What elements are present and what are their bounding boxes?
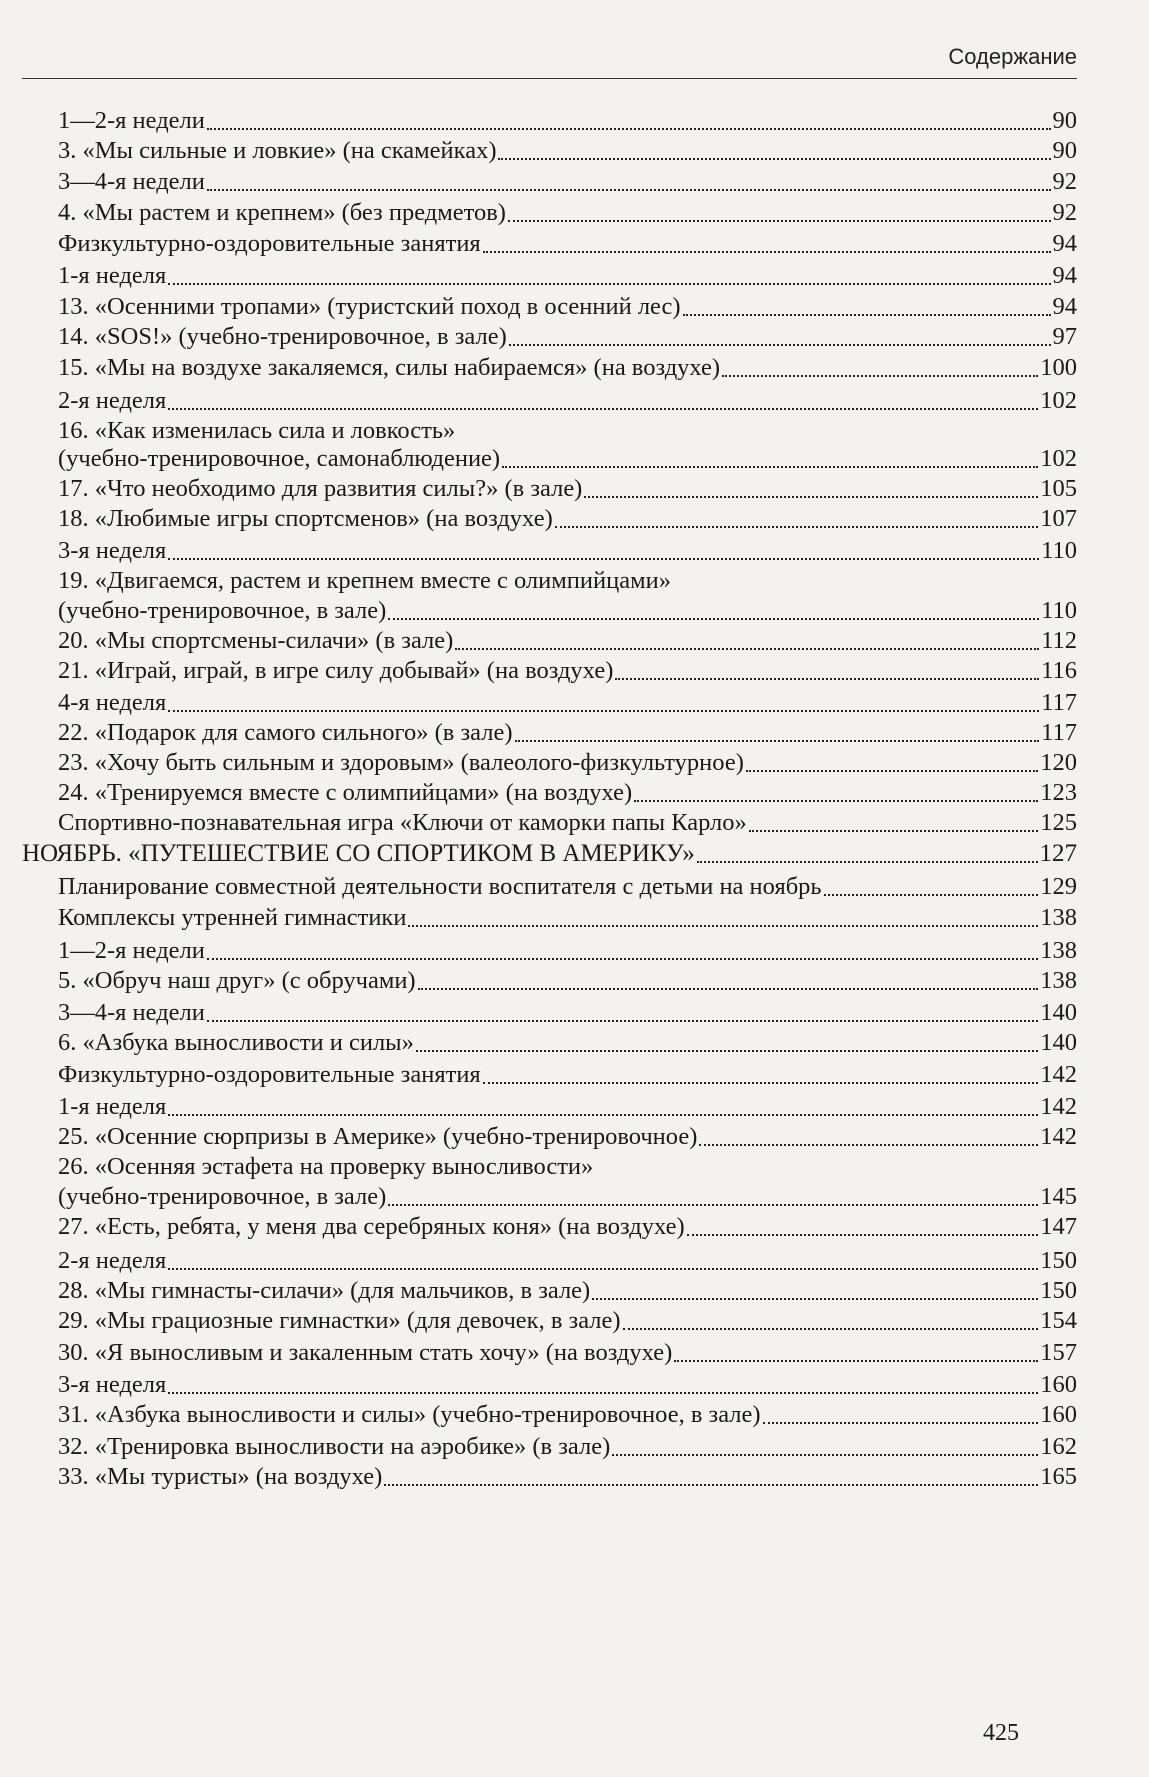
toc-entry-page: 110 xyxy=(1041,537,1077,564)
dot-leader xyxy=(746,764,1038,772)
dot-leader xyxy=(207,183,1051,191)
dot-leader xyxy=(699,1138,1038,1146)
toc-entry xyxy=(58,962,1077,996)
toc-entry-title: 17. «Что необходимо для развития силы?» (в зале) xyxy=(58,475,583,502)
toc-entry-page: 138 xyxy=(1040,937,1077,964)
toc-entry xyxy=(58,994,1077,1028)
dot-leader xyxy=(384,1478,1038,1486)
toc-entry-title: (учебно-тренировочное, в зале) xyxy=(58,1183,387,1210)
toc-entry xyxy=(58,1272,1077,1306)
toc-entry-page: 117 xyxy=(1041,689,1077,716)
toc-entry-page: 90 xyxy=(1052,107,1077,134)
toc-entry xyxy=(58,1056,1077,1090)
toc-entry-title: 23. «Хочу быть сильным и здоровым» (валеолого-физкультурное) xyxy=(58,749,744,776)
toc-entry-page: 102 xyxy=(1040,445,1077,472)
toc-entry xyxy=(58,1366,1077,1400)
dot-leader xyxy=(674,1354,1038,1362)
toc-entry-page: 138 xyxy=(1040,967,1077,994)
toc-entry xyxy=(58,440,1077,474)
toc-entry-title: 31. «Азбука выносливости и силы» (учебно-тренировочное, в зале) xyxy=(58,1401,761,1428)
toc-entry xyxy=(58,163,1077,197)
dot-leader xyxy=(168,277,1050,285)
toc-entry-title: 3. «Мы сильные и ловкие» (на скамейках) xyxy=(58,137,497,164)
dot-leader xyxy=(388,1198,1038,1206)
toc-entry-page: 165 xyxy=(1040,1463,1077,1490)
toc-entry-title: 21. «Играй, играй, в игре силу добывай» (на воздухе) xyxy=(58,657,614,684)
dot-leader xyxy=(749,824,1038,832)
toc-chapter-heading xyxy=(22,835,1077,869)
dot-leader xyxy=(584,490,1038,498)
toc-entry-title: 2-я неделя xyxy=(58,1247,167,1274)
toc-entry-title: 33. «Мы туристы» (на воздухе) xyxy=(58,1463,383,1490)
toc-entry-title: 5. «Обруч наш друг» (с обручами) xyxy=(58,967,416,994)
toc-entry-title: 13. «Осенними тропами» (туристский поход в осенний лес) xyxy=(58,293,681,320)
dot-leader xyxy=(418,982,1039,990)
toc-entry xyxy=(58,622,1077,656)
dot-leader xyxy=(824,888,1039,896)
toc-entry xyxy=(58,382,1077,416)
dot-leader xyxy=(687,1228,1039,1236)
dot-leader xyxy=(683,308,1051,316)
toc-entry-title: 28. «Мы гимнасты-силачи» (для мальчиков, в зале) xyxy=(58,1277,591,1304)
toc-entry-title: 1-я неделя xyxy=(58,262,167,289)
toc-entry-title: 3-я неделя xyxy=(58,1371,167,1398)
toc-entry-page: 125 xyxy=(1040,809,1077,836)
toc-entry xyxy=(58,1024,1077,1058)
toc-entry-page: 142 xyxy=(1040,1061,1077,1088)
toc-entry-page: 142 xyxy=(1040,1093,1077,1120)
toc-entry xyxy=(58,500,1077,534)
dot-leader xyxy=(697,855,1038,863)
running-head: Содержание xyxy=(948,44,1077,69)
toc-entry-title: 22. «Подарок для самого сильного» (в зале) xyxy=(58,719,513,746)
toc-entry-page: 117 xyxy=(1041,719,1077,746)
toc-entry xyxy=(58,1242,1077,1276)
toc-entry-page: 94 xyxy=(1052,230,1077,257)
toc-entry-title: 6. «Азбука выносливости и силы» xyxy=(58,1029,414,1056)
dot-leader xyxy=(168,552,1039,560)
toc-entry-page: 92 xyxy=(1052,199,1077,226)
toc-entry-title: 24. «Тренируемся вместе с олимпийцами» (на воздухе) xyxy=(58,779,633,806)
toc-entry xyxy=(58,132,1077,166)
dot-leader xyxy=(207,122,1051,130)
toc-entry xyxy=(58,532,1077,566)
toc-entry-page: 154 xyxy=(1040,1307,1077,1334)
toc-entry-title: 20. «Мы спортсмены-силачи» (в зале) xyxy=(58,627,454,654)
dot-leader xyxy=(508,214,1051,222)
dot-leader xyxy=(612,1448,1038,1456)
toc-entry-title: 26. «Осенняя эстафета на проверку выносливости» xyxy=(58,1153,594,1180)
toc-entry xyxy=(58,684,1077,718)
dot-leader xyxy=(168,1108,1038,1116)
toc-entry-page: 94 xyxy=(1052,293,1077,320)
toc-entry-page: 150 xyxy=(1040,1247,1077,1274)
toc-entry xyxy=(58,194,1077,228)
toc-entry xyxy=(58,1178,1077,1212)
toc-entry-page: 142 xyxy=(1040,1123,1077,1150)
toc-entry xyxy=(58,714,1077,748)
toc-entry-title: (учебно-тренировочное, в зале) xyxy=(58,597,387,624)
dot-leader xyxy=(455,642,1039,650)
toc-entry-page: 147 xyxy=(1040,1213,1077,1240)
toc-entry xyxy=(58,102,1077,136)
toc-entry-page: 127 xyxy=(1039,840,1077,867)
toc-entry xyxy=(58,562,1077,596)
toc-entry-page: 129 xyxy=(1040,873,1077,900)
toc-entry xyxy=(58,592,1077,626)
toc-entry xyxy=(58,652,1077,686)
toc-entry xyxy=(58,1088,1077,1122)
toc-entry-title: Комплексы утренней гимнастики xyxy=(58,904,407,931)
toc-entry-title: НОЯБРЬ. «ПУТЕШЕСТВИЕ СО СПОРТИКОМ В АМЕРИКУ» xyxy=(22,840,695,867)
toc-entry-page: 100 xyxy=(1040,354,1077,381)
toc-entry-title: 29. «Мы грациозные гимнастки» (для девочек, в зале) xyxy=(58,1307,621,1334)
toc-entry-title: Планирование совместной деятельности воспитателя с детьми на ноябрь xyxy=(58,873,822,900)
toc-entry-title: 18. «Любимые игры спортсменов» (на воздухе) xyxy=(58,505,553,532)
toc-entry-page: 140 xyxy=(1040,999,1077,1026)
toc-entry-title: 19. «Двигаемся, растем и крепнем вместе с олимпийцами» xyxy=(58,567,671,594)
dot-leader xyxy=(502,460,1038,468)
toc-entry-page: 138 xyxy=(1040,904,1077,931)
dot-leader xyxy=(763,1416,1039,1424)
toc-entry xyxy=(58,225,1077,259)
dot-leader xyxy=(592,1292,1038,1300)
toc-entry xyxy=(58,470,1077,504)
toc-entry-page: 107 xyxy=(1040,505,1077,532)
toc-entry-title: Спортивно-познавательная игра «Ключи от каморки папы Карло» xyxy=(58,809,747,836)
toc-entry-title: (учебно-тренировочное, самонаблюдение) xyxy=(58,445,501,472)
dot-leader xyxy=(623,1322,1039,1330)
dot-leader xyxy=(483,1076,1039,1084)
toc-entry-title: 14. «SOS!» (учебно-тренировочное, в зале) xyxy=(58,323,507,350)
toc-entry-title: Физкультурно-оздоровительные занятия xyxy=(58,230,481,257)
toc-entry xyxy=(58,1148,1077,1182)
toc-entry-page: 123 xyxy=(1040,779,1077,806)
toc-entry-page: 112 xyxy=(1041,627,1077,654)
toc-entry xyxy=(58,349,1077,383)
toc-entry-title: Физкультурно-оздоровительные занятия xyxy=(58,1061,481,1088)
toc-entry-title: 3—4-я недели xyxy=(58,999,205,1026)
toc-entry xyxy=(58,1428,1077,1462)
toc-entry-page: 145 xyxy=(1040,1183,1077,1210)
toc-entry xyxy=(58,804,1077,838)
toc-entry xyxy=(58,257,1077,291)
dot-leader xyxy=(207,952,1038,960)
dot-leader xyxy=(168,704,1039,712)
toc-entry-page: 110 xyxy=(1041,597,1077,624)
toc-entry-title: 4-я неделя xyxy=(58,689,167,716)
toc-entry xyxy=(58,288,1077,322)
toc-entry-page: 102 xyxy=(1040,387,1077,414)
dot-leader xyxy=(634,794,1038,802)
toc-entry xyxy=(58,1118,1077,1152)
toc-entry-page: 160 xyxy=(1040,1401,1077,1428)
toc-entry xyxy=(58,1208,1077,1242)
toc-entry xyxy=(58,744,1077,778)
toc-entry xyxy=(58,1334,1077,1368)
toc-entry-page: 97 xyxy=(1052,323,1077,350)
toc-entry-page: 90 xyxy=(1052,137,1077,164)
toc-entry-title: 27. «Есть, ребята, у меня два серебряных коня» (на воздухе) xyxy=(58,1213,685,1240)
dot-leader xyxy=(207,1014,1038,1022)
toc-entry-page: 140 xyxy=(1040,1029,1077,1056)
toc-entry xyxy=(58,774,1077,808)
toc-entry xyxy=(58,899,1077,933)
toc-entry-title: 25. «Осенние сюрпризы в Америке» (учебно-тренировочное) xyxy=(58,1123,698,1150)
toc-entry xyxy=(58,932,1077,966)
dot-leader xyxy=(515,734,1040,742)
toc-entry xyxy=(58,1302,1077,1336)
toc-entry-title: 1-я неделя xyxy=(58,1093,167,1120)
dot-leader xyxy=(408,919,1038,927)
toc-entry-page: 94 xyxy=(1052,262,1077,289)
toc-entry xyxy=(58,1396,1077,1430)
dot-leader xyxy=(555,520,1039,528)
page-number: 425 xyxy=(983,1720,1019,1746)
toc-entry-page: 105 xyxy=(1040,475,1077,502)
dot-leader xyxy=(168,1262,1038,1270)
dot-leader xyxy=(416,1044,1038,1052)
toc-entry-page: 157 xyxy=(1040,1339,1077,1366)
toc-entry-page: 116 xyxy=(1041,657,1077,684)
toc-entry-title: 3-я неделя xyxy=(58,537,167,564)
toc-entry-page: 120 xyxy=(1040,749,1077,776)
toc-entry-page: 92 xyxy=(1052,168,1077,195)
toc-entry xyxy=(58,318,1077,352)
toc-entry-title: 1—2-я недели xyxy=(58,937,205,964)
toc-entry-page: 150 xyxy=(1040,1277,1077,1304)
toc-entry-title: 30. «Я выносливым и закаленным стать хочу» (на воздухе) xyxy=(58,1339,673,1366)
toc-entry-page: 162 xyxy=(1040,1433,1077,1460)
toc-entry-title: 32. «Тренировка выносливости на аэробике» (в зале) xyxy=(58,1433,611,1460)
dot-leader xyxy=(498,152,1050,160)
toc-entry-title: 15. «Мы на воздухе закаляемся, силы набираемся» (на воздухе) xyxy=(58,354,721,381)
toc-entry-title: 1—2-я недели xyxy=(58,107,205,134)
toc-entry-title: 2-я неделя xyxy=(58,387,167,414)
dot-leader xyxy=(615,672,1039,680)
dot-leader xyxy=(388,612,1039,620)
toc-entry-title: 4. «Мы растем и крепнем» (без предметов) xyxy=(58,199,506,226)
dot-leader xyxy=(483,245,1051,253)
toc-entry-page: 160 xyxy=(1040,1371,1077,1398)
toc-entry-title: 3—4-я недели xyxy=(58,168,205,195)
header-rule xyxy=(22,78,1077,79)
toc-entry xyxy=(58,1458,1077,1492)
dot-leader xyxy=(509,338,1051,346)
toc-entry-title: 16. «Как изменилась сила и ловкость» xyxy=(58,417,456,444)
dot-leader xyxy=(168,1386,1038,1394)
dot-leader xyxy=(722,369,1038,377)
toc-entry xyxy=(58,868,1077,902)
dot-leader xyxy=(168,402,1038,410)
